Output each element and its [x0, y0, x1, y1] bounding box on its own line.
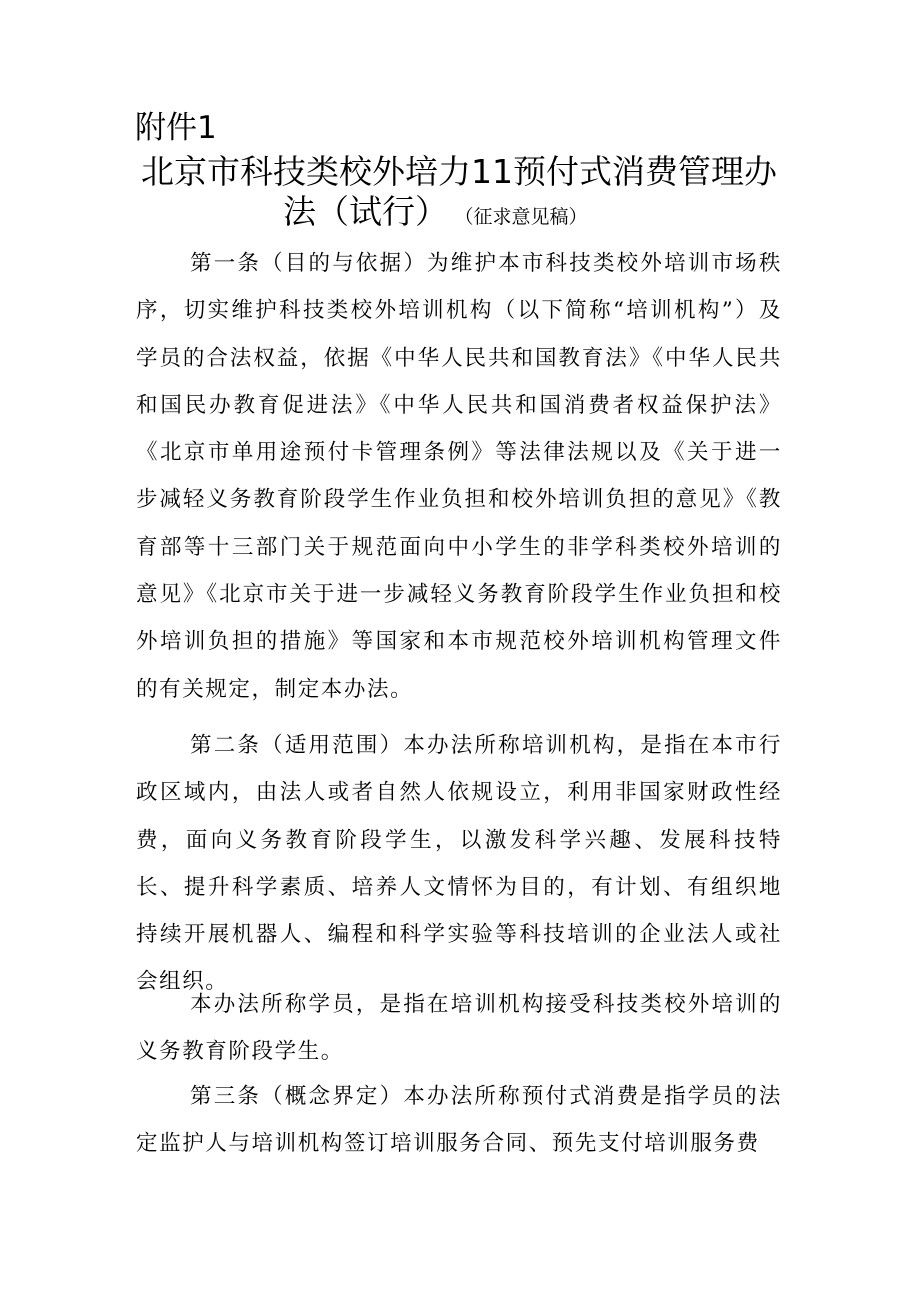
- document-title-line2-row: [283, 190, 588, 239]
- article-1-paragraph: 第一条（目的与依据）为维护本市科技类校外培训市场秩序，切实维护科技类校外培训机构（以下简称“培训机构”）及学员的合法权益，依据《中华人民共和国教育法》《中华人民共和国民办教育促进法》《中华人民共和国消费者权益保护法》《北京市单用途预付卡管理条例》等法律法规以及《关于进一步减轻义务教育阶段学生作业负担和校外培训负担的意见》《教育部等十三部门关于规范面向中小学生的非学科类校外培训的意见》《北京市关于进一步减轻义务教育阶段学生作业负担和校外培训负担的措施》等国家和本市规范校外培训机构管理文件的有关规定，制定本办法。: [136, 251, 782, 702]
- article-2-paragraph: 第二条（适用范围）本办法所称培训机构，是指在本市行政区域内，由法人或者自然人依规设立，利用非国家财政性经费，面向义务教育阶段学生，以激发科学兴趣、发展科技特长、提升科学素质、培养人文情怀为目的，有计划、有组织地持续开展机器人、编程和科学实验等科技培训的企业法人或社会组织。: [136, 733, 782, 995]
- attachment-label: 附件1: [135, 110, 217, 146]
- document-title-line2: 法（试行）: [283, 192, 448, 231]
- article-2-student-definition: 本办法所称学员，是指在培训机构接受科技类校外培训的义务教育阶段学生。: [136, 992, 782, 1065]
- article-3-paragraph: 第三条（概念界定）本办法所称预付式消费是指学员的法定监护人与培训机构签订培训服务合同、预先支付培训服务费: [136, 1084, 782, 1157]
- draft-note: （征求意见稿）: [464, 206, 588, 228]
- document-title-line1: 北京市科技类校外培力11预付式消费管理办: [141, 152, 777, 191]
